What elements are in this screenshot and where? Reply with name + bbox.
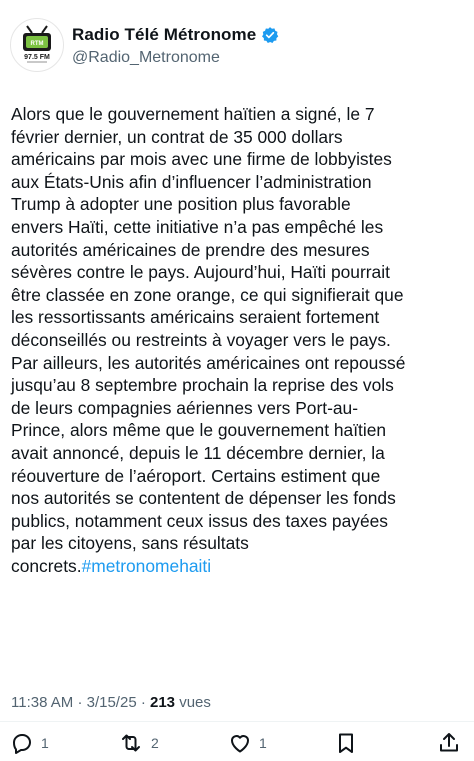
like-count: 1 <box>259 735 267 751</box>
tweet-text <box>11 103 463 577</box>
heart-icon <box>228 731 252 755</box>
tweet-body: Alors que le gouvernement haïtien a signé, le 7 février dernier, un contrat de 35 000 dollars américains par mois avec une firme de lobbyistes aux États-Unis afin d’influencer l’administration Trump à adopter une position plus favorable envers Haïti, cette initiative n’a pas empêché les autorités américaines de prendre des mesures sévères contre le pays. Aujourd’hui, Haïti pourrait être classée en zone orange, ce qui signifierait que les ressortissants américains seraient fortement déconseillés ou restreints à voyager vers le pays. Par ailleurs, les autorités américaines ont repoussé jusqu’au 8 septembre prochain la reprise des vols de leurs compagnies aériennes vers Port-au- Prince, alors même que le gouvernement haïtien avait annoncé, depuis le 11 décembre dernier, la réouverture de l’aéroport. Certains estiment que nos autorités se contentent de dépenser les fonds publics, notamment ceux issus des taxes payées par les citoyens, sans résultats concrets. <box>11 104 406 576</box>
svg-text:RTM: RTM <box>30 41 44 47</box>
hashtag-link[interactable]: #metronomehaiti <box>81 555 212 576</box>
tweet-date[interactable]: 3/15/25 <box>86 694 137 711</box>
retweet-count: 2 <box>151 735 159 751</box>
tweet-time[interactable]: 11:38 AM <box>11 694 74 711</box>
verified-badge-icon <box>261 26 279 44</box>
action-bar <box>0 730 474 756</box>
svg-text:97.5 FM: 97.5 FM <box>24 54 50 61</box>
avatar[interactable] <box>10 18 64 72</box>
views-count: 213 <box>150 694 176 711</box>
share-icon <box>437 731 461 755</box>
reply-count: 1 <box>41 735 49 751</box>
display-name-row <box>72 24 279 46</box>
meta-separator: · <box>77 694 83 711</box>
display-name[interactable]: Radio Télé Métronome <box>72 25 257 44</box>
tweet-header <box>10 14 464 74</box>
bookmark-button[interactable] <box>334 730 358 756</box>
reply-button[interactable] <box>10 730 49 756</box>
share-button[interactable] <box>437 730 461 756</box>
views-label: vues <box>179 694 211 711</box>
account-names <box>72 24 279 67</box>
retweet-button[interactable] <box>118 730 159 756</box>
bookmark-icon <box>334 731 358 755</box>
handle[interactable]: @Radio_Metronome <box>72 49 220 66</box>
meta-separator: · <box>140 694 146 711</box>
divider <box>0 721 474 722</box>
retweet-icon <box>118 731 144 755</box>
reply-icon <box>10 731 34 755</box>
like-button[interactable] <box>228 730 267 756</box>
radio-metronome-logo <box>11 19 63 71</box>
tweet-meta <box>11 694 211 711</box>
